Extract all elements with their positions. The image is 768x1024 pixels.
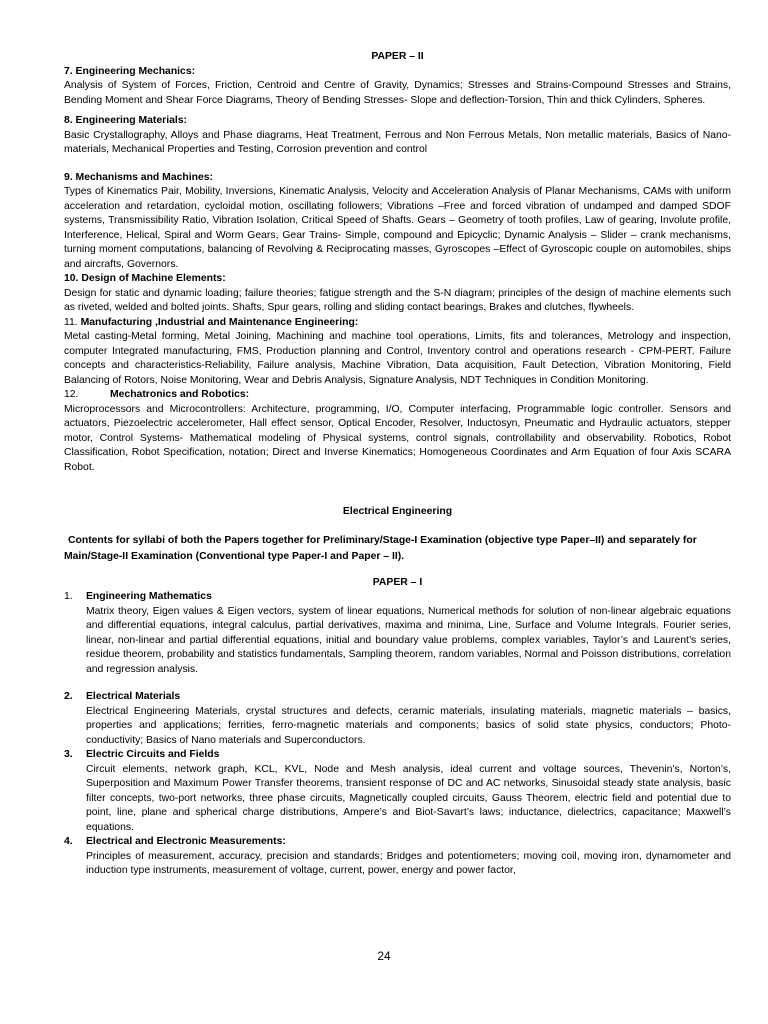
section-body: Design for static and dynamic loading; failure theories; fatigue strength and the S-N diagram; principles of the design of machine elements such as riveted, welded and bolted joints. Shafts, Spur gears, rolling and sliding contact bearings, Brakes and clutches, flywheels. xyxy=(64,287,731,313)
section-heading xyxy=(64,316,731,331)
paper-1-title: PAPER – I xyxy=(372,576,423,588)
section-heading: 9. Mechanisms and Machines: xyxy=(64,171,213,183)
section-number: 12. xyxy=(64,389,79,400)
ee-section-2 xyxy=(64,690,731,748)
section-engineering-materials xyxy=(64,114,731,158)
section-number: 11. xyxy=(64,316,81,328)
section-number: 3. xyxy=(64,749,73,760)
section-manufacturing xyxy=(64,316,731,389)
page-number: 24 xyxy=(377,949,391,963)
section-title: Mechatronics and Robotics: xyxy=(110,389,250,400)
section-body: Electrical Engineering Materials, crystal structures and defects, ceramic materials, insulating materials, magnetic materials – basics, properties and applications; ferrities, ferro-magnetic materials and components; basics of solid state physics, conductors; Photo-conductivity; Basics of Nano materials and Superconductors. xyxy=(86,705,731,746)
section-body: Circuit elements, network graph, KCL, KVL, Node and Mesh analysis, ideal current and voltage sources, Thevenin’s, Norton’s, Superposition and Maximum Power Transfer theorems, transient response of DC and AC networks, Sinusoidal steady state analysis, basic filter concepts, two-port networks, three phase circuits, Magnetically coupled circuits, Gauss Theorem, electric field and potential due to point, line, plane and spherical charge distributions, Ampere’s and Biot-Savart’s laws; inductance, dielectrics, capacitance; Maxwell’s equations. xyxy=(86,763,731,833)
document-page xyxy=(64,50,731,879)
section-body: Types of Kinematics Pair, Mobility, Inversions, Kinematic Analysis, Velocity and Acceleration Analysis of Planar Mechanisms, CAMs with uniform acceleration and retardation, cycloidal motion, oscillating followers; Vibrations –Free and forced vibration of undamped and damped SDOF systems, Transmissibility Ratio, Vibration Isolation, Critical Speed of Shafts. Gears – Geometry of tooth profiles, Law of gearing, Involute profile, Interference, Helical, Spiral and Worm Gears, Gear Trains- Simple, compound and Epicyclic; Dynamic Analysis – Slider – crank mechanisms, turning moment computations, balancing of Revolving & Reciprocating masses, Gyroscopes –Effect of Gyroscopic couple on automobiles, ships and aircrafts, Governors. xyxy=(64,186,731,270)
section-heading: Electric Circuits and Fields xyxy=(86,749,220,760)
section-heading xyxy=(64,388,731,403)
section-number: 4. xyxy=(64,836,73,847)
paper-2-title: PAPER – II xyxy=(371,51,424,62)
section-heading: Electrical Materials xyxy=(86,691,181,702)
section-heading: 8. Engineering Materials: xyxy=(64,115,187,126)
section-engineering-mechanics xyxy=(64,65,731,109)
section-body: Metal casting-Metal forming, Metal Joining, Machining and machine tool operations, Limits, fits and tolerances, Metrology and inspection, computer Integrated manufacturing, FMS, Production planning and Control, Inventory control and operations research - CPM-PERT. Failure concepts and characteristics-Reliability, Failure analysis, Machine Vibration, Data acquisition, Fault Detection, Vibration Monitoring, Field Balancing of Rotors, Noise Monitoring, Wear and Debris Analysis, Signature Analysis, NDT Techniques in Condition Monitoring. xyxy=(64,331,731,386)
electrical-engineering-title: Electrical Engineering xyxy=(342,506,453,517)
ee-section-1 xyxy=(64,590,731,677)
section-body: Microprocessors and Microcontrollers: Architecture, programming, I/O, Computer interfacing, Programmable logic controller. Sensors and actuators, Piezoelectric accelerometer, Hall effect sensor, Optical Encoder, Resolver, Inductosyn, Pneumatic and Hydraulic actuators, stepper motor, Control Systems- Mathematical modeling of Physical systems, control signals, controllability and observability. Robotics, Robot Classification, Robot Specification, notation; Direct and Inverse Kinematics; Homogeneous Coordinates and Arm Equation of four Axis SCARA Robot. xyxy=(64,403,731,473)
section-body: Principles of measurement, accuracy, precision and standards; Bridges and potentiometers; moving coil, moving iron, dynamometer and induction type instruments, measurement of voltage, current, power, energy and power factor, xyxy=(86,850,731,876)
section-heading: 7. Engineering Mechanics: xyxy=(64,65,196,77)
section-body: Matrix theory, Eigen values & Eigen vectors, system of linear equations, Numerical methods for solution of non-linear algebraic equations and differential equations, integral calculus, partial derivatives, maxima and minima, Line, Surface and Volume Integrals. Fourier series, linear, non-linear and partial differential equations, initial and boundary value problems, complex variables, Taylor’s and Laurent’s series, residue theorem, probability and statistics fundamentals, Sampling theorem, random variables, Normal and Poisson distributions, correlation and regression analysis. xyxy=(86,605,731,675)
section-number: 2. xyxy=(64,691,73,702)
section-heading: Electrical and Electronic Measurements: xyxy=(86,836,286,847)
ee-section-3 xyxy=(64,748,731,835)
section-heading: 10. Design of Machine Elements: xyxy=(64,273,226,284)
section-heading: Engineering Mathematics xyxy=(86,591,212,602)
contents-note: Contents for syllabi of both the Papers together for Preliminary/Stage-I Examination (objective type Paper–II) and separately for Main/Stage-II Examination (Conventional type Paper-I and Paper – II). xyxy=(64,534,697,562)
section-number: 1. xyxy=(64,591,73,602)
section-mechatronics xyxy=(64,388,731,475)
ee-section-4 xyxy=(64,835,731,879)
section-body: Basic Crystallography, Alloys and Phase diagrams, Heat Treatment, Ferrous and Non Ferrous Metals, Non metallic materials, Basics of Nano-materials, Mechanical Properties and Testing, Corrosion prevention and control xyxy=(64,129,731,155)
section-body: Analysis of System of Forces, Friction, Centroid and Centre of Gravity, Dynamics; Stresses and Strains-Compound Stresses and Strains, Bending Moment and Shear Force Diagrams, Theory of Bending Stresses- Slope and deflection-Torsion, Thin and thick Cylinders, Spheres. xyxy=(64,80,731,106)
section-design-machine-elements xyxy=(64,272,731,316)
section-mechanisms-machines xyxy=(64,171,731,273)
section-title: Manufacturing ,Industrial and Maintenance Engineering: xyxy=(80,316,359,328)
